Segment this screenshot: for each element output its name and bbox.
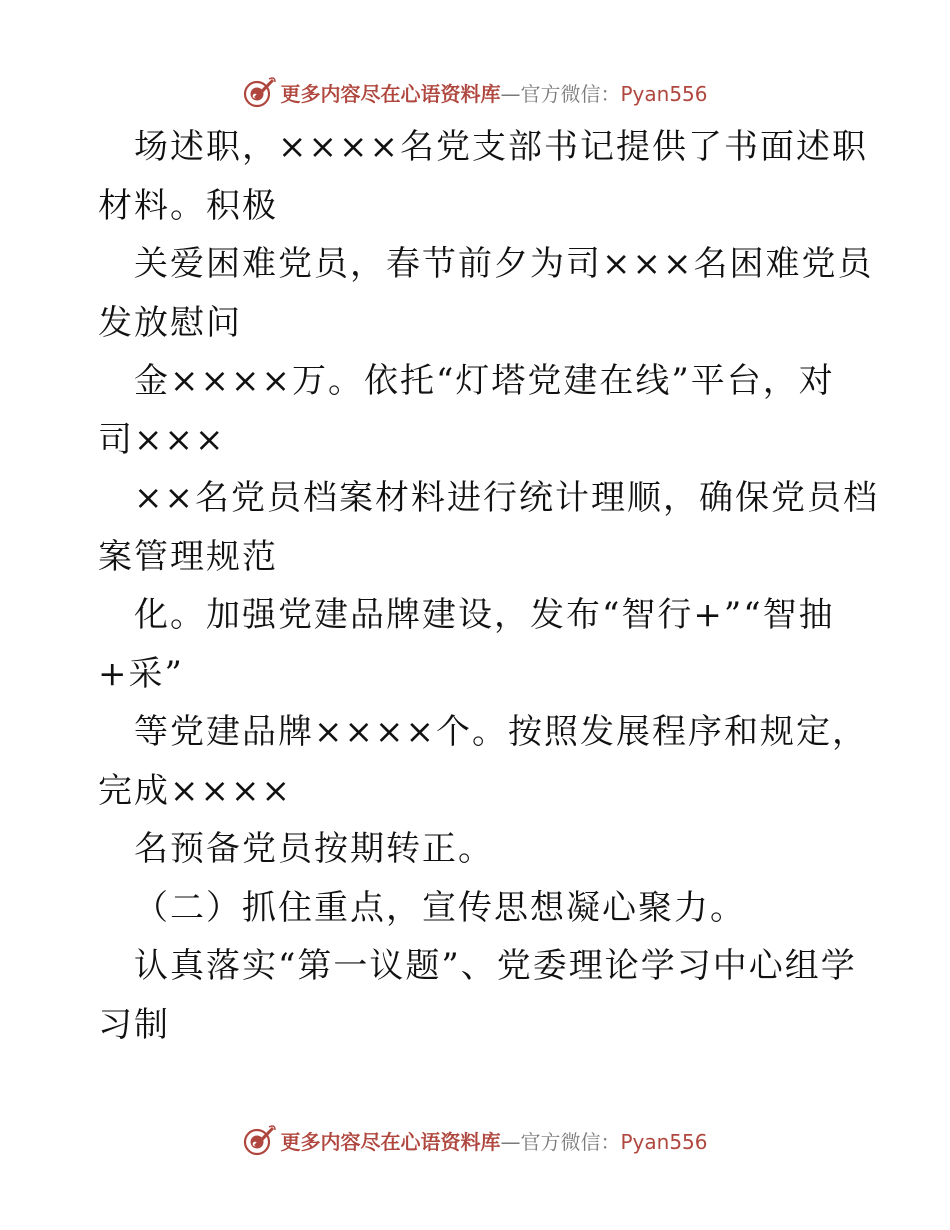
- text-line: （二）抓住重点，宣传思想凝心聚力。: [134, 887, 746, 928]
- text-line: +采”: [98, 653, 184, 694]
- banner-red-text: 更多内容尽在心语资料库: [280, 81, 501, 106]
- text-line: 化。加强党建品牌建设，发布“智行+”“智抽: [134, 595, 835, 635]
- banner-gray-text: 官方微信：: [520, 1129, 621, 1154]
- header-banner: [0, 72, 950, 112]
- banner-group: [242, 1123, 707, 1157]
- text-line: 司×××: [98, 419, 226, 460]
- banner-contact: Pyan556: [620, 81, 708, 106]
- text-line: 关爱困难党员，春节前夕为司×××名困难党员: [134, 244, 874, 284]
- text-line: 认真落实“第一议题”、党委理论学习中心组学: [134, 946, 857, 986]
- banner-text: [280, 78, 707, 107]
- text-line: 等党建品牌××××个。按照发展程序和规定，: [134, 712, 868, 752]
- banner-text: [280, 1126, 707, 1155]
- banner-dash: —: [500, 81, 521, 106]
- text-line: 场述职，××××名党支部书记提供了书面述职: [134, 127, 868, 167]
- banner-contact: Pyan556: [620, 1129, 708, 1154]
- banner-group: [242, 75, 707, 109]
- footer-banner: [0, 1120, 950, 1160]
- banner-red-text: 更多内容尽在心语资料库: [280, 1129, 501, 1154]
- text-line: 完成××××: [98, 770, 292, 811]
- quill-logo-icon: [242, 75, 276, 109]
- banner-dash: —: [500, 1129, 521, 1154]
- banner-gray-text: 官方微信：: [520, 81, 621, 106]
- text-line: 习制: [98, 1004, 170, 1045]
- text-line: 金××××万。依托“灯塔党建在线”平台，对: [134, 361, 835, 401]
- text-line: 案管理规范: [98, 536, 278, 577]
- document-body: [98, 118, 879, 1054]
- text-line: 发放慰问: [98, 302, 242, 343]
- text-line: 名预备党员按期转正。: [134, 829, 494, 869]
- quill-logo-icon: [242, 1123, 276, 1157]
- text-line: ××名党员档案材料进行统计理顺，确保党员档: [134, 478, 879, 518]
- text-line: 材料。积极: [98, 185, 278, 226]
